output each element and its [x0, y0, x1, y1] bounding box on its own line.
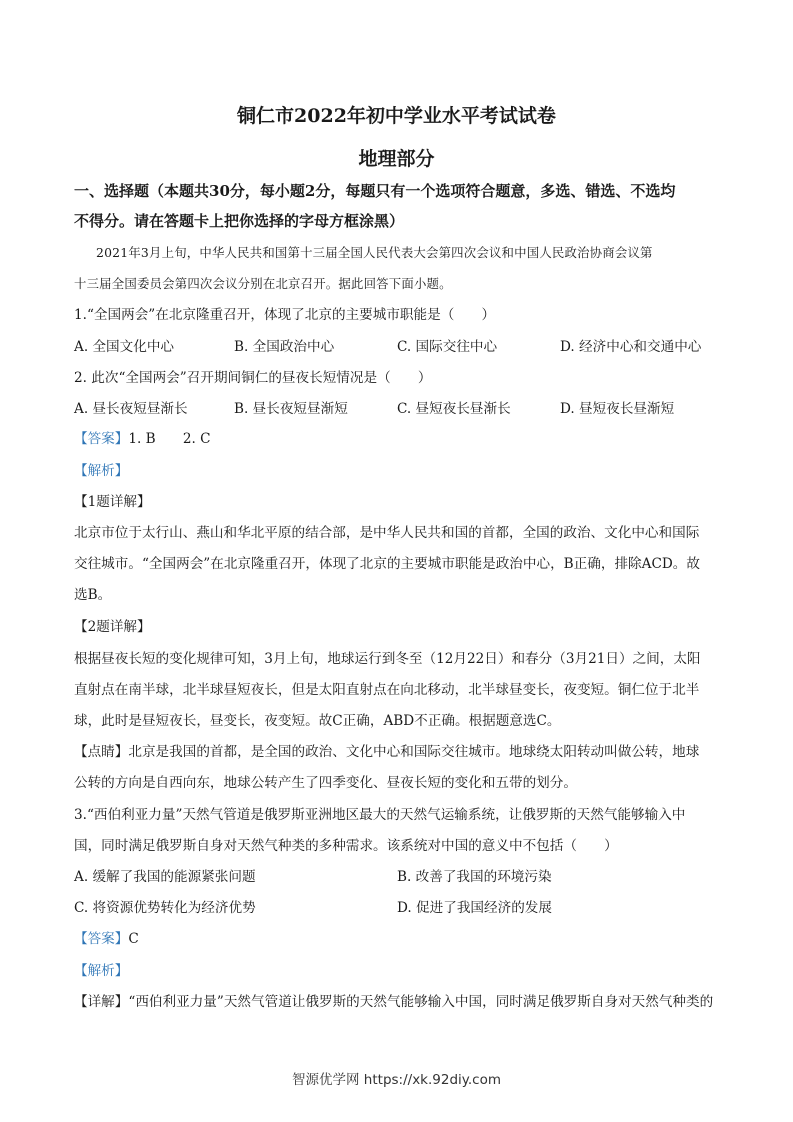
q3-option-a: A. 缓解了我国的能源紧张问题	[74, 869, 256, 885]
q1-option-b: B. 全国政治中心	[234, 339, 335, 355]
answer-value: 1. B 2. C	[128, 431, 211, 447]
page-subtitle: 地理部分	[358, 148, 435, 170]
intro-line-1: 2021年3月上旬，中华人民共和国第十三届全国人民代表大会第四次会议和中国人民政治协商会议第	[96, 245, 653, 260]
q1-option-c: C. 国际交往中心	[397, 339, 498, 355]
analysis-3-label: 【解析】	[74, 963, 129, 979]
detail-2-line-2: 直射点在南半球，北半球昼短夜长，但是太阳直射点在向北移动，北半球昼变长，夜变短。铜仁位于北半	[74, 682, 700, 698]
tip-label: 【点睛】	[74, 744, 129, 760]
section-heading-line-2: 不得分。请在答题卡上把你选择的字母方框涂黑）	[74, 212, 405, 230]
q3-option-d: D. 促进了我国经济的发展	[397, 900, 552, 916]
detail-2-line-3: 球，此时是昼短夜长，昼变长，夜变短。故C正确，ABD不正确。根据题意选C。	[74, 713, 561, 729]
question-1-stem: 1.“全国两会”在北京隆重召开，体现了北京的主要城市职能是（ ）	[74, 307, 496, 323]
q2-option-d: D. 昼短夜长昼渐短	[560, 401, 675, 417]
detail-1-line-3: 选B。	[74, 587, 112, 603]
tip-line-1	[74, 742, 724, 762]
question-2-stem: 2. 此次“全国两会”召开期间铜仁的昼夜长短情况是（ ）	[74, 370, 432, 386]
answer-1-2	[74, 429, 724, 449]
detail-2-line-1: 根据昼夜长短的变化规律可知，3月上旬，地球运行到冬至（12月22日）和春分（3月21日）之间，太阳	[74, 651, 701, 667]
detail-1-heading: 【1题详解】	[74, 494, 151, 510]
answer-3	[74, 929, 724, 949]
page-title: 铜仁市2022年初中学业水平考试试卷	[237, 105, 556, 127]
question-3-line-1: 3.“西伯利亚力量”天然气管道是俄罗斯亚洲地区最大的天然气运输系统，让俄罗斯的天然气能够输入中	[74, 807, 686, 823]
tip-text-1: 北京是我国的首都，是全国的政治、文化中心和国际交往城市。地球绕太阳转动叫做公转，地球	[128, 744, 700, 760]
detail-3-label: 【详解】	[74, 994, 129, 1010]
q1-option-a: A. 全国文化中心	[74, 339, 175, 355]
detail-1-line-1: 北京市位于太行山、燕山和华北平原的结合部，是中华人民共和国的首都，全国的政治、文化中心和国际	[74, 525, 700, 541]
detail-3-text: “西伯利亚力量”天然气管道让俄罗斯的天然气能够输入中国，同时满足俄罗斯自身对天然气种类的	[128, 994, 714, 1010]
detail-1-line-2: 交往城市。“全国两会”在北京隆重召开，体现了北京的主要城市职能是政治中心，B正确，排除ACD。故	[74, 556, 700, 572]
detail-3-line-1	[74, 992, 724, 1012]
q2-option-a: A. 昼长夜短昼渐长	[74, 401, 188, 417]
q1-option-d: D. 经济中心和交通中心	[560, 339, 702, 355]
section-heading-line-1: 一、选择题（本题共30分，每小题2分，每题只有一个选项符合题意，多选、错选、不选均	[74, 182, 676, 200]
analysis-label: 【解析】	[74, 463, 129, 479]
answer-label: 【答案】	[74, 431, 129, 447]
intro-line-2: 十三届全国委员会第四次会议分别在北京召开。据此回答下面小题。	[74, 276, 452, 291]
detail-2-heading: 【2题详解】	[74, 619, 151, 635]
answer-3-value: C	[128, 931, 139, 947]
question-3-line-2: 国，同时满足俄罗斯自身对天然气种类的多种需求。该系统对中国的意义中不包括（ ）	[74, 838, 618, 854]
tip-line-2: 公转的方向是自西向东，地球公转产生了四季变化、昼夜长短的变化和五带的划分。	[74, 775, 577, 791]
q3-option-b: B. 改善了我国的环境污染	[397, 869, 552, 885]
watermark-footer: 智源优学网 https://xk.92diy.com	[292, 1072, 501, 1088]
q2-option-b: B. 昼长夜短昼渐短	[234, 401, 348, 417]
q2-option-c: C. 昼短夜长昼渐长	[397, 401, 511, 417]
q3-option-c: C. 将资源优势转化为经济优势	[74, 900, 256, 916]
answer-3-label: 【答案】	[74, 931, 129, 947]
